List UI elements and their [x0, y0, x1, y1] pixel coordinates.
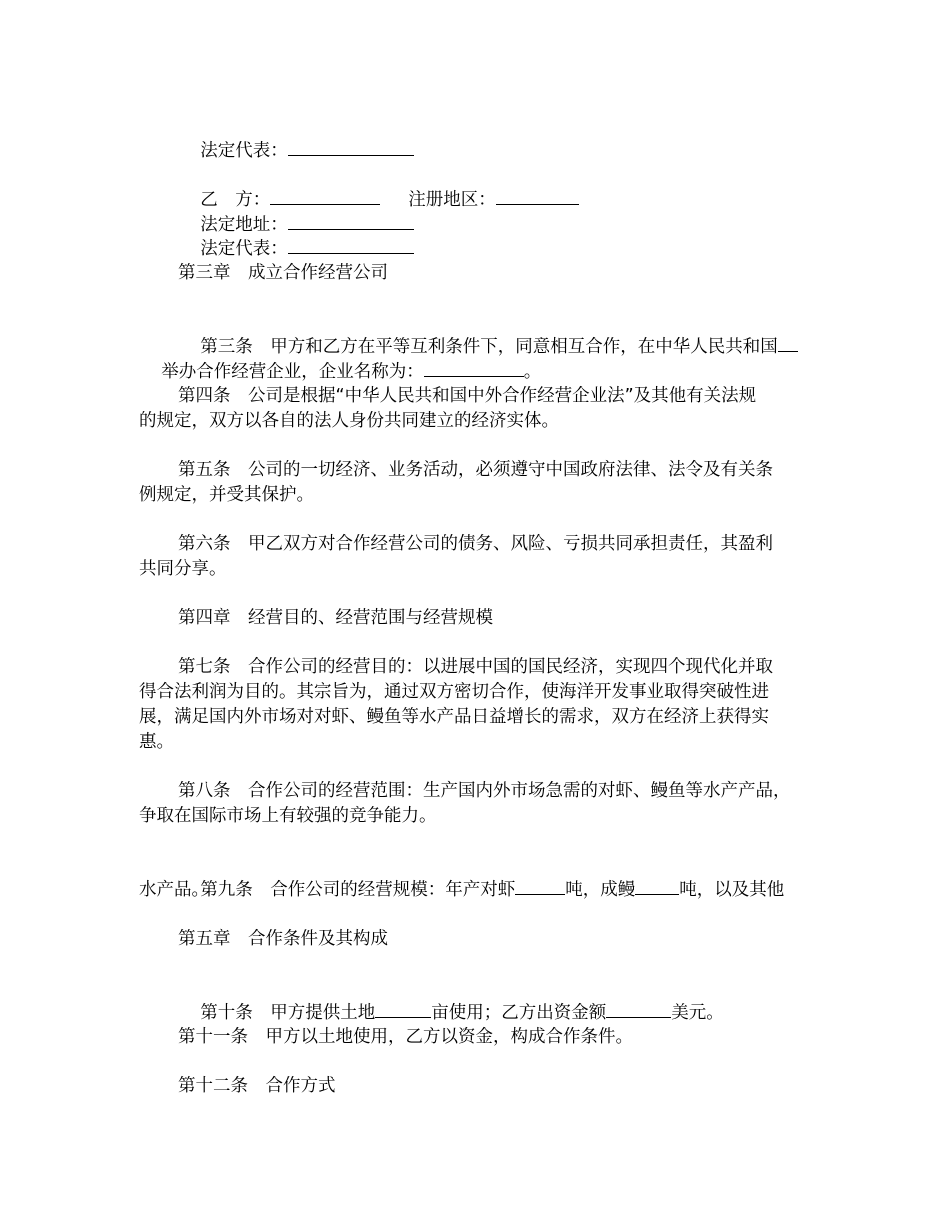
- article-3-line-2: [139, 335, 542, 382]
- article-8-line-1: 第八条 合作公司的经营范围：生产国内外市场急需的对虾、鳗鱼等水产产品，: [178, 781, 791, 801]
- article-3-country-blank: [778, 334, 798, 352]
- party-b-address-label: 法定地址：: [200, 215, 288, 235]
- article-7-line-2: 得合法利润为目的。其宗旨为，通过双方密切合作，使海洋开发事业取得突破性进: [139, 682, 769, 702]
- article-7-line-1: 第七条 合作公司的经营目的：以进展中国的国民经济，实现四个现代化并取: [178, 657, 773, 677]
- article-10-capital-blank: [606, 1000, 671, 1018]
- article-3-company-blank: [424, 359, 524, 377]
- article-9-shrimp-label: 第九条 合作公司的经营规模：年产对虾: [200, 880, 516, 900]
- article-9-other-label: 吨，以及其他: [679, 880, 785, 900]
- party-a-rep-blank: [288, 138, 414, 156]
- article-8-line-2: 争取在国际市场上有较强的竞争能力。: [139, 806, 437, 826]
- article-9-eel-label: 吨，成鳗: [565, 880, 636, 900]
- party-b-address-line: [178, 188, 414, 235]
- chapter-5-title: 第五章 合作条件及其构成: [178, 929, 388, 949]
- party-b-rep-label: 法定代表：: [200, 239, 288, 259]
- party-b-region-blank: [496, 187, 579, 205]
- article-4-line-2: 的规定，双方以各自的法人身份共同建立的经济实体。: [139, 411, 559, 431]
- article-10-land-label: 第十条 甲方提供土地: [200, 1003, 376, 1023]
- article-9-line-1: [178, 853, 785, 900]
- article-6-line-1: 第六条 甲乙双方对合作经营公司的债务、风险、亏损共同承担责任，其盈利: [178, 534, 773, 554]
- article-10-land-blank: [375, 1000, 431, 1018]
- article-7-line-3: 展，满足国内外市场对对虾、鳗鱼等水产品日益增长的需求，双方在经济上获得实: [139, 707, 769, 727]
- party-a-rep-line: [178, 114, 414, 161]
- article-9-line-2: 水产品。: [139, 880, 209, 900]
- article-6-line-2: 共同分享。: [139, 559, 227, 579]
- article-11-line: 第十一条 甲方以土地使用，乙方以资金，构成合作条件。: [178, 1027, 633, 1047]
- party-b-rep-line: [178, 212, 414, 259]
- article-10-capital-label: 亩使用；乙方出资金额: [431, 1003, 607, 1023]
- article-3-company-label: 举办合作经营企业，企业名称为：: [161, 362, 424, 382]
- article-3-end: 。: [523, 362, 542, 382]
- article-5-line-1: 第五条 公司的一切经济、业务活动，必须遵守中国政府法律、法令及有关条: [178, 460, 773, 480]
- chapter-3-title: 第三章 成立合作经营公司: [178, 263, 388, 283]
- article-9-eel-blank: [635, 877, 679, 895]
- article-3-text: 第三条 甲方和乙方在平等互利条件下，同意相互合作，在中华人民共和国: [200, 337, 778, 357]
- party-b-rep-blank: [288, 236, 414, 254]
- article-4-line-1: 第四条 公司是根据“中华人民共和国中外合作经营企业法”及其他有关法规: [178, 386, 757, 406]
- article-9-shrimp-blank: [515, 877, 565, 895]
- chapter-4-title: 第四章 经营目的、经营范围与经营规模: [178, 608, 493, 628]
- party-b-line: [178, 163, 579, 210]
- article-10-currency: 美元。: [671, 1003, 724, 1023]
- party-b-region-label: 注册地区：: [408, 190, 496, 210]
- article-5-line-2: 例规定，并受其保护。: [139, 485, 314, 505]
- party-a-rep-label: 法定代表：: [200, 141, 288, 161]
- article-12-line: 第十二条 合作方式: [178, 1076, 336, 1096]
- article-10-line: [178, 976, 724, 1023]
- party-b-label: 乙 方：: [200, 190, 271, 210]
- article-3-line-1: [178, 310, 798, 357]
- article-7-line-4: 惠。: [139, 732, 174, 752]
